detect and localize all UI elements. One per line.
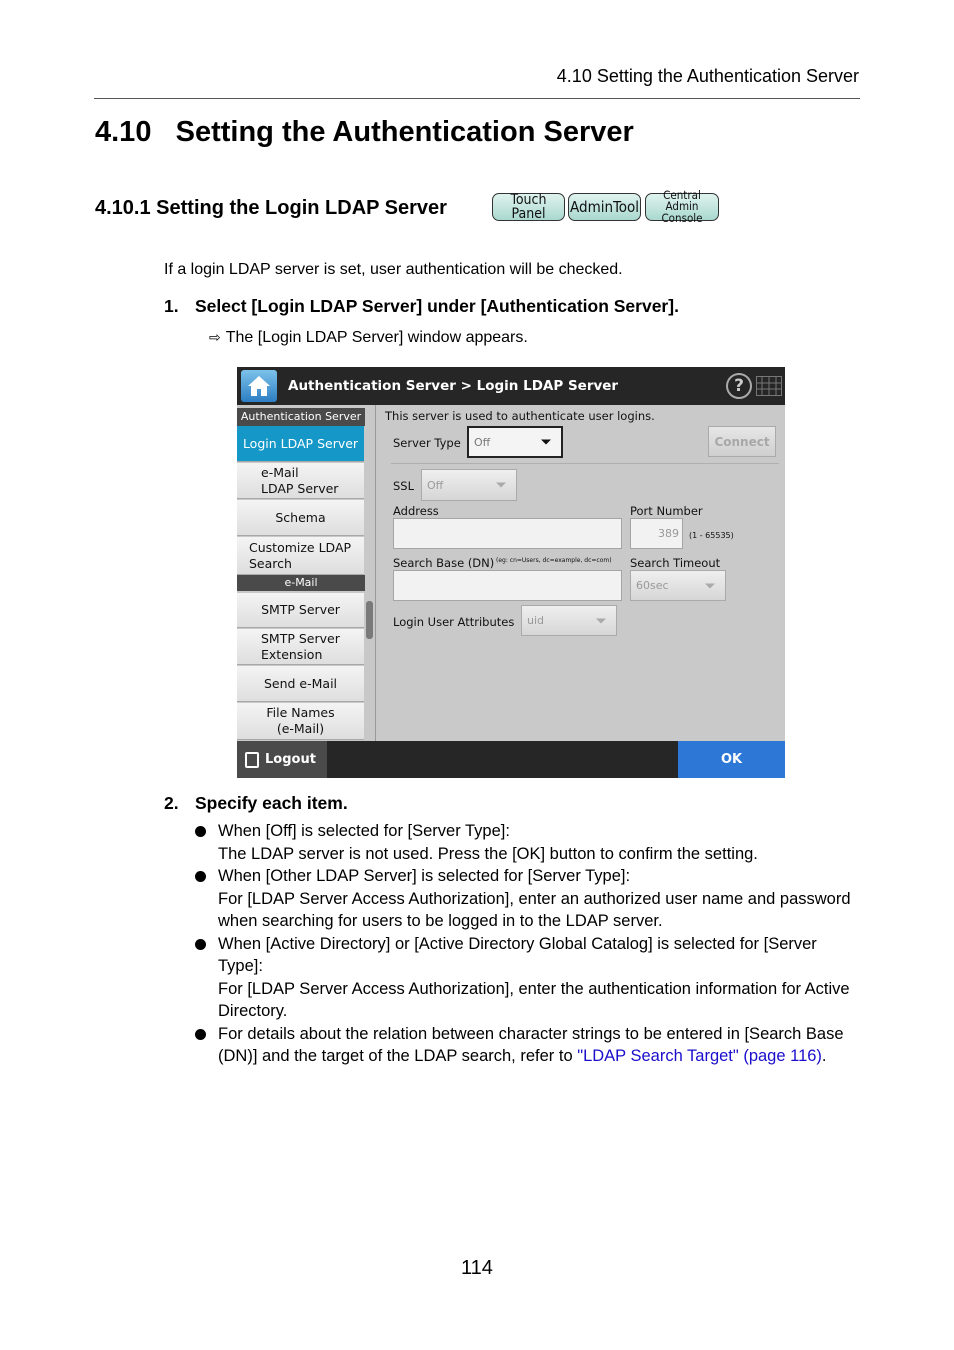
chevron-down-icon — [496, 483, 506, 488]
search-timeout-label: Search Timeout — [630, 556, 721, 570]
divider — [391, 463, 779, 464]
title-bar — [237, 367, 785, 405]
bullet-line: When [Off] is selected for [Server Type]: — [218, 822, 510, 840]
settings-panel — [375, 405, 785, 741]
step-text: Specify each item. — [195, 793, 348, 813]
step-1-result — [209, 329, 528, 347]
search-base-input[interactable] — [393, 570, 622, 601]
sidebar-group-email: e-Mail — [237, 575, 365, 591]
sidebar-item-schema[interactable]: Schema — [237, 500, 364, 536]
bottom-bar — [237, 741, 785, 778]
chevron-down-icon — [705, 583, 715, 588]
search-base-label: Search Base (DN) — [393, 556, 495, 570]
bullet-text: For details about the relation between character strings to be entered in [Search Base (DN)] and the target of the LDAP search, refer to — [218, 1024, 844, 1065]
keyboard-icon[interactable] — [756, 376, 782, 396]
bullet-line: When [Active Directory] or [Active Directory Global Catalog] is selected for [Server Type]: — [218, 934, 817, 975]
section-number: 4.10 — [95, 116, 152, 148]
list-item — [194, 1023, 864, 1068]
bullet-line: When [Other LDAP Server] is selected for [Server Type]: — [218, 867, 631, 885]
ssl-dropdown[interactable] — [421, 469, 517, 501]
server-type-value: Off — [474, 435, 491, 449]
search-base-hint: (eg: cn=Users, dc=example, dc=com) — [496, 557, 612, 564]
connect-button[interactable]: Connect — [708, 426, 776, 457]
section-title-text: Setting the Authentication Server — [175, 116, 634, 148]
login-ldap-server-screenshot — [237, 367, 785, 778]
intro-text: If a login LDAP server is set, user authentication will be checked. — [164, 261, 623, 278]
ok-button[interactable]: OK — [678, 741, 785, 778]
panel-description: This server is used to authenticate user logins. — [385, 409, 655, 423]
search-timeout-dropdown[interactable] — [630, 570, 726, 601]
bullet-text-end: . — [821, 1047, 827, 1065]
bullet-line: For [LDAP Server Access Authorization], enter the authentication information for Active Directory. — [218, 979, 850, 1020]
badge-line: Central Admin — [663, 187, 701, 214]
ssl-value: Off — [427, 478, 444, 492]
sidebar-item-file-names-email[interactable]: File Names (e-Mail) — [237, 703, 364, 740]
badge-line: Touch — [510, 192, 547, 208]
admin-tool-badge — [568, 193, 641, 221]
logout-icon — [245, 752, 259, 768]
badge-line: Panel — [511, 206, 546, 222]
search-timeout-value: 60sec — [636, 579, 669, 592]
chevron-down-icon — [596, 618, 606, 623]
subsection-title: 4.10.1 Setting the Login LDAP Server — [95, 197, 447, 219]
logout-label: Logout — [265, 752, 316, 767]
sidebar-scrollbar[interactable] — [366, 601, 373, 639]
running-header: 4.10 Setting the Authentication Server — [556, 66, 859, 86]
badge-line: AdminTool — [570, 197, 639, 216]
list-item — [194, 865, 864, 933]
list-item — [194, 933, 864, 1023]
sidebar-item-send-email[interactable]: Send e-Mail — [237, 666, 364, 702]
badge-line: Console — [661, 210, 703, 225]
list-item — [194, 820, 864, 865]
home-icon[interactable] — [241, 370, 277, 402]
address-input[interactable] — [393, 518, 622, 549]
central-admin-console-badge — [645, 187, 719, 225]
screen-title: Authentication Server > Login LDAP Server — [288, 378, 619, 394]
ssl-label: SSL — [393, 479, 415, 493]
server-type-dropdown[interactable] — [467, 426, 563, 458]
port-number-range: (1 - 65535) — [689, 531, 734, 540]
section-title — [95, 116, 634, 149]
port-number-label: Port Number — [630, 504, 703, 518]
login-user-attributes-label: Login User Attributes — [393, 615, 515, 629]
step-2 — [164, 793, 348, 814]
arrow-right-icon: ⇨ — [209, 330, 221, 346]
ldap-search-target-link[interactable]: "LDAP Search Target" (page 116) — [577, 1047, 822, 1065]
sidebar-item-login-ldap-server[interactable]: Login LDAP Server — [237, 426, 364, 462]
step-text: Select [Login LDAP Server] under [Authentication Server]. — [195, 296, 679, 316]
address-label: Address — [393, 504, 439, 518]
step-number: 1. — [164, 296, 179, 316]
sidebar-group-authentication-server: Authentication Server — [237, 408, 365, 426]
chevron-down-icon — [541, 440, 551, 445]
server-type-label: Server Type — [393, 436, 461, 450]
header-rule — [94, 98, 860, 99]
page-number: 114 — [461, 1257, 493, 1279]
settings-panel-body — [378, 405, 785, 741]
sidebar-item-customize-ldap-search[interactable]: Customize LDAP Search — [237, 537, 364, 575]
result-text: The [Login LDAP Server] window appears. — [225, 329, 528, 346]
help-icon[interactable]: ? — [726, 373, 752, 399]
logout-button[interactable] — [237, 741, 327, 778]
sidebar-item-email-ldap-server[interactable]: e-Mail LDAP Server — [237, 463, 364, 499]
sidebar-item-smtp-server[interactable]: SMTP Server — [237, 593, 364, 628]
sidebar-item-smtp-server-extension[interactable]: SMTP Server Extension — [237, 629, 364, 665]
sidebar — [237, 405, 375, 741]
touch-panel-badge — [492, 193, 565, 221]
bullet-line: The LDAP server is not used. Press the [OK] button to confirm the setting. — [218, 844, 758, 863]
step-number: 2. — [164, 793, 179, 813]
port-number-input[interactable]: 389 — [630, 518, 683, 549]
login-user-attributes-value: uid — [527, 614, 545, 627]
step-1 — [164, 296, 679, 317]
bullet-line: For [LDAP Server Access Authorization], enter an authorized user name and password when searching for users to be logged in to the LDAP server. — [218, 889, 851, 930]
step-2-bullets — [194, 820, 864, 1068]
login-user-attributes-dropdown[interactable] — [521, 605, 617, 636]
